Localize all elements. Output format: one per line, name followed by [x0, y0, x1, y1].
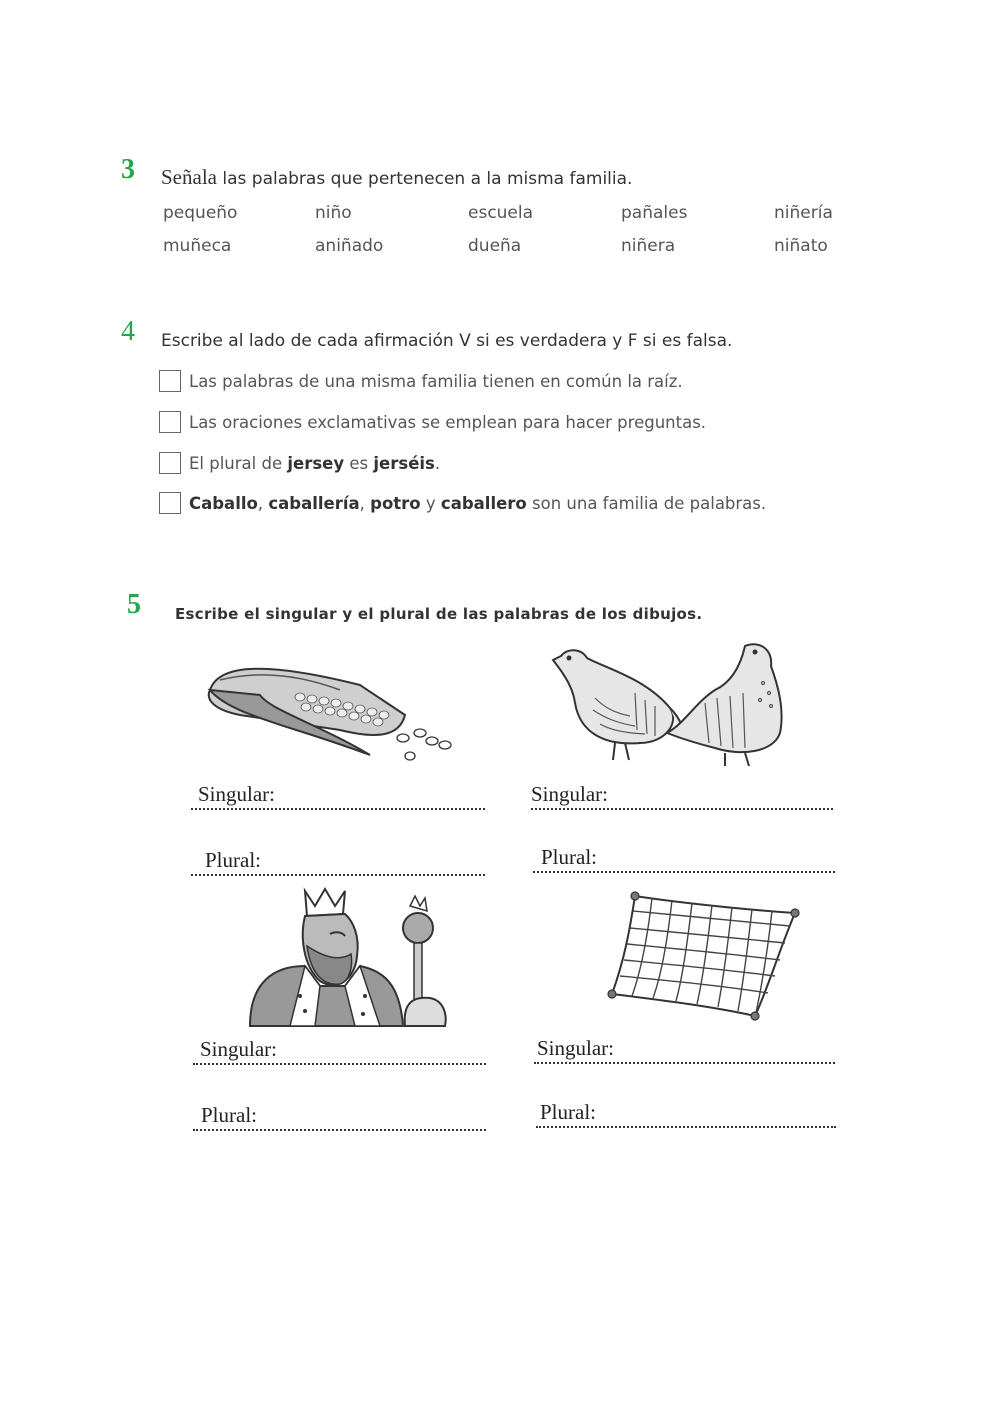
bold-word: jersey [287, 453, 345, 473]
corn-plural-field [191, 838, 485, 876]
king-singular-input[interactable] [293, 1036, 482, 1062]
plural-label: Plural: [541, 845, 597, 869]
king-plural-input[interactable] [278, 1102, 482, 1128]
text-part: es [344, 453, 374, 473]
dotted-line [533, 871, 835, 873]
dotted-line [531, 808, 833, 810]
singular-label: Singular: [198, 782, 275, 806]
exercise-5-number: 5 [127, 589, 141, 620]
dotted-line [191, 808, 485, 810]
word-option[interactable]: niñato [774, 236, 828, 256]
word-option[interactable]: aniñado [315, 236, 384, 256]
net-singular-input[interactable] [634, 1035, 833, 1061]
plural-label: Plural: [201, 1103, 257, 1127]
dotted-line [191, 874, 485, 876]
word-option[interactable]: escuela [468, 203, 534, 223]
singular-label: Singular: [200, 1037, 277, 1061]
word-option[interactable]: pequeño [163, 203, 238, 223]
net-plural-input[interactable] [621, 1099, 835, 1125]
answer-box[interactable] [159, 452, 181, 474]
singular-label: Singular: [537, 1036, 614, 1060]
partridge-picture [545, 638, 795, 773]
king-plural-field [193, 1095, 486, 1131]
partridge-singular-field [531, 775, 833, 810]
answer-box[interactable] [159, 492, 181, 514]
net-singular-field [534, 1030, 835, 1064]
corn-plural-input[interactable] [281, 847, 485, 873]
singular-label: Singular: [531, 782, 608, 806]
word-option[interactable]: niñería [774, 203, 833, 223]
word-option[interactable]: pañales [621, 203, 688, 223]
exercise-5-instruction: Escribe el singular y el plural de las palabras de los dibujos. [175, 605, 703, 623]
net-plural-field [536, 1092, 836, 1128]
king-picture [245, 886, 455, 1028]
plural-label: Plural: [205, 848, 261, 872]
text-part: El plural de [189, 453, 288, 473]
statement-row [159, 410, 706, 434]
word-option[interactable]: muñeca [163, 236, 232, 256]
corn-singular-input[interactable] [291, 781, 485, 807]
text-part: . [434, 453, 441, 473]
statement-row [159, 369, 683, 393]
answer-box[interactable] [159, 411, 181, 433]
plural-label: Plural: [540, 1100, 596, 1124]
instruction-lead: Señala [161, 165, 217, 189]
word-option[interactable]: dueña [468, 236, 522, 256]
text-part: , [359, 493, 371, 513]
word-option[interactable]: niño [315, 203, 352, 223]
net-picture [600, 888, 810, 1030]
statement-row [159, 451, 440, 475]
exercise-4-number: 4 [121, 316, 135, 347]
text-part: son una familia de palabras. [526, 493, 767, 513]
bold-word: Caballo [189, 493, 258, 513]
partridge-plural-input[interactable] [613, 844, 832, 870]
text-part: , [257, 493, 269, 513]
partridge-plural-field [533, 838, 835, 873]
dotted-line [536, 1126, 836, 1128]
corn-singular-field [191, 770, 485, 810]
dotted-line [193, 1129, 486, 1131]
statement-row [159, 491, 766, 515]
exercise-4-instruction: Escribe al lado de cada afirmación V si es verdadera y F si es falsa. [161, 331, 733, 351]
text-part: y [420, 493, 441, 513]
king-singular-field [193, 1030, 486, 1065]
statement-text: Las oraciones exclamativas se emplean para hacer preguntas. [189, 412, 707, 432]
answer-box[interactable] [159, 370, 181, 392]
statement-text [189, 494, 766, 513]
partridge-singular-input[interactable] [626, 781, 830, 807]
bold-word: jerséis [373, 453, 435, 473]
corn-picture [200, 655, 460, 765]
bold-word: potro [370, 493, 421, 513]
dotted-line [534, 1062, 835, 1064]
dotted-line [193, 1063, 486, 1065]
statement-text [189, 454, 440, 473]
bold-word: caballero [440, 493, 527, 513]
instruction-rest: las palabras que pertenecen a la misma familia. [222, 169, 633, 189]
statement-text: Las palabras de una misma familia tienen en común la raíz. [189, 371, 683, 391]
exercise-3-number: 3 [121, 154, 135, 185]
exercise-3-instruction [161, 165, 632, 190]
word-option[interactable]: niñera [621, 236, 676, 256]
bold-word: caballería [268, 493, 360, 513]
